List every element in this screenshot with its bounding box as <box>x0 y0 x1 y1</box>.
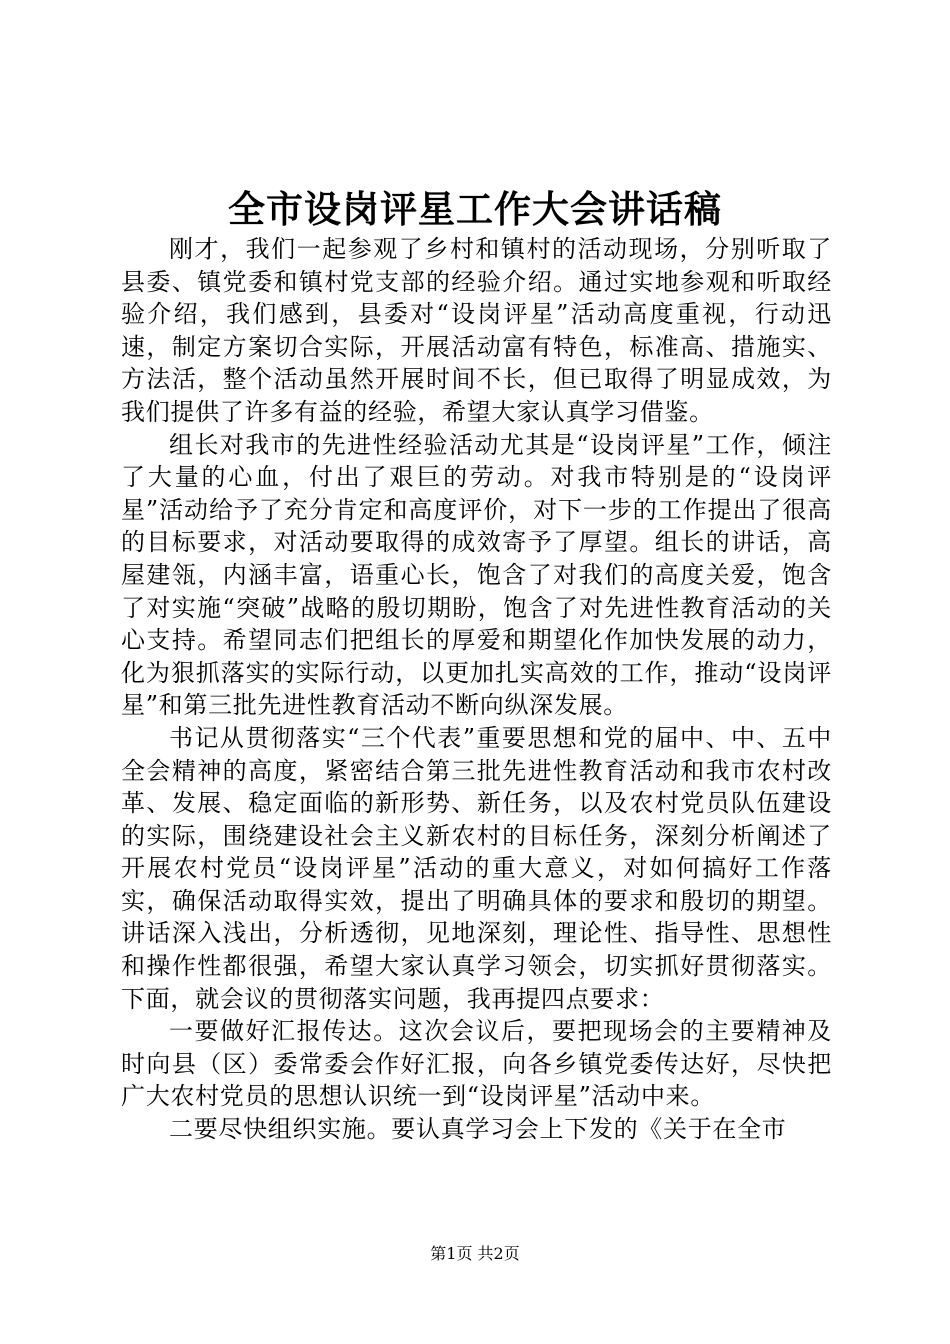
page-number-footer: 第1页 共2页 <box>430 1244 520 1263</box>
paragraph-5: 二要尽快组织实施。要认真学习会上下发的《关于在全市 <box>169 1115 787 1144</box>
paragraph-2: 组长对我市的先进性经验活动尤其是“设岗评星”工作，倾注了大量的心血，付出了艰巨的劳动。对我市特别是的“设岗评星”活动给予了充分肯定和高度评价，对下一步的工作提出了很高的目标要求，对活动要取得的成效寄予了厚望。组长的讲话，高屋建瓴，内涵丰富，语重心长，饱含了对我们的高度关爱，饱含了对实施“突破”战略的殷切期盼，饱含了对先进性教育活动的关心支持。希望同志们把组长的厚爱和期望化作加快发展的动力，化为狠抓落实的实际行动，以更加扎实高效的工作，推动“设岗评星”和第三批先进性教育活动不断向纵深发展。 <box>121 430 832 720</box>
document-body <box>121 233 832 1146</box>
paragraph-1: 刚才，我们一起参观了乡村和镇村的活动现场，分别听取了县委、镇党委和镇村党支部的经验介绍。通过实地参观和听取经验介绍，我们感到，县委对“设岗评星”活动高度重视，行动迅速，制定方案切合实际，开展活动富有特色，标准高、措施实、方法活，整个活动虽然开展时间不长，但已取得了明显成效，为我们提供了许多有益的经验，希望大家认真学习借鉴。 <box>121 235 832 426</box>
paragraph-4: 一要做好汇报传达。这次会议后，要把现场会的主要精神及时向县（区）委常委会作好汇报，向各乡镇党委传达好，尽快把广大农村党员的思想认识统一到“设岗评星”活动中来。 <box>121 1017 832 1111</box>
paragraph-3: 书记从贯彻落实“三个代表”重要思想和党的届中、中、五中全会精神的高度，紧密结合第三批先进性教育活动和我市农村改革、发展、稳定面临的新形势、新任务，以及农村党员队伍建设的实际，围绕建设社会主义新农村的目标任务，深刻分析阐述了开展农村党员“设岗评星”活动的重大意义，对如何搞好工作落实，确保活动取得实效，提出了明确具体的要求和殷切的期望。讲话深入浅出，分析透彻，见地深刻，理论性、指导性、思想性和操作性都很强，希望大家认真学习领会，切实抓好贯彻落实。下面，就会议的贯彻落实问题，我再提四点要求： <box>121 723 832 1013</box>
document-title: 全市设岗评星工作大会讲话稿 <box>228 188 722 231</box>
